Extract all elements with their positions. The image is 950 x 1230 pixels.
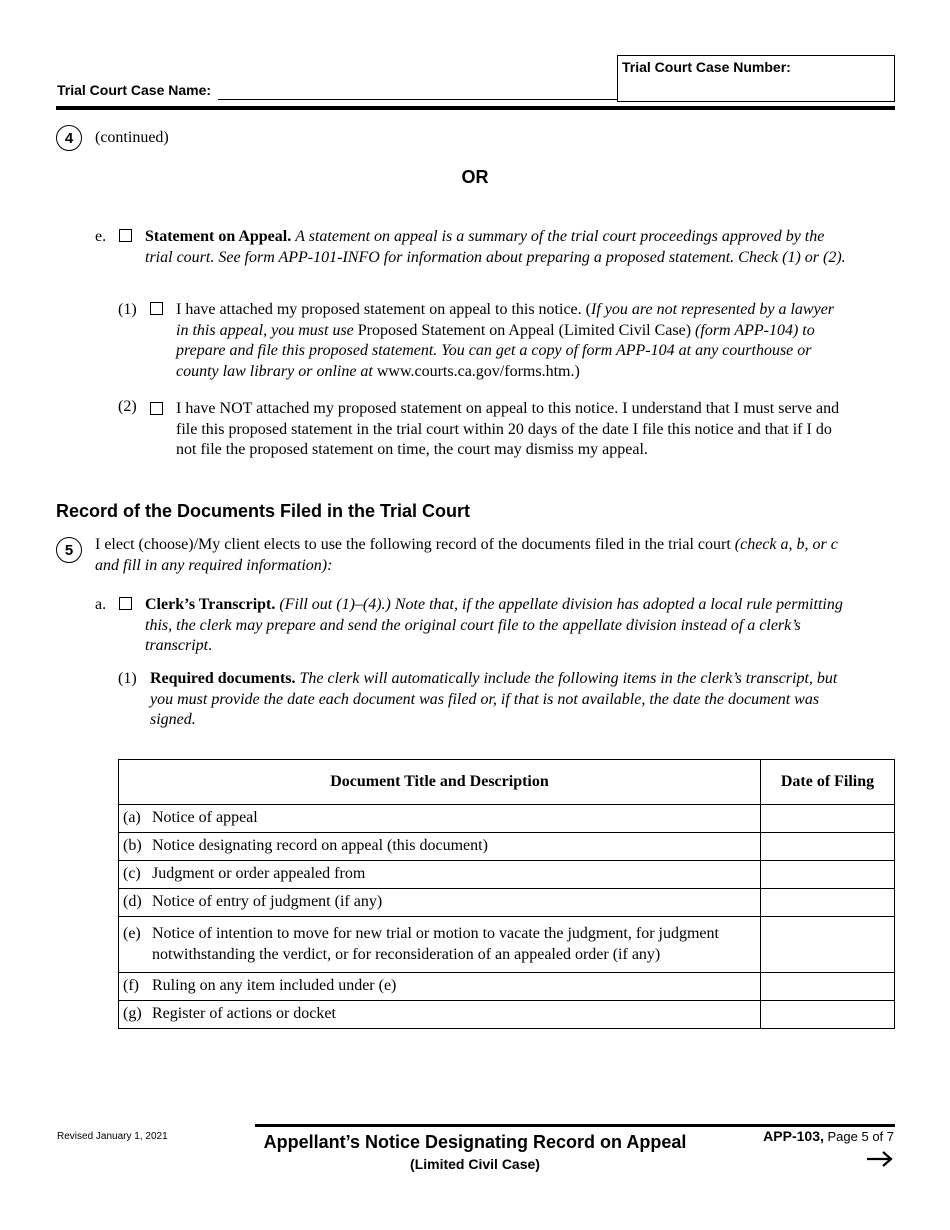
opt1-line2-italic: in this appeal, you must use <box>176 321 354 339</box>
date-of-filing-field[interactable] <box>761 889 895 917</box>
row-label: (g) <box>123 1005 142 1023</box>
option-2-label: (2) <box>118 398 137 415</box>
opt1-line2-plain: Proposed Statement on Appeal (Limited Civil Case) <box>357 321 692 339</box>
item-5-line1-italic: (check a, b, or c <box>734 536 838 553</box>
item-4-number: 4 <box>56 125 82 151</box>
right-arrow-icon <box>866 1150 894 1168</box>
section-title: Record of the Documents Filed in the Trial Court <box>56 501 471 521</box>
row-label: (d) <box>123 893 142 911</box>
item-5-line2: and fill in any required information): <box>95 556 333 574</box>
opt1-line4-italic: county law library or online at <box>176 362 373 380</box>
row-description <box>152 924 719 965</box>
row-description-line1: Notice of intention to move for new trial or motion to vacate the judgment, for judgment <box>152 925 719 942</box>
row-description <box>152 1004 336 1025</box>
item-a-line1: (Fill out (1)–(4).) Note that, if the appellate division has adopted a local rule permitting <box>279 596 843 613</box>
date-of-filing-field[interactable] <box>761 1001 895 1029</box>
item-a-title: Clerk’s Transcript. <box>145 596 276 613</box>
row-description <box>152 836 488 857</box>
footer-title-b: s Notice Designating Record on Appeal <box>349 1132 687 1152</box>
opt1-line3: prepare and file this proposed statement. You can get a copy of form APP-104 at any courthouse or <box>176 342 812 359</box>
table-row <box>119 973 895 1001</box>
option-2-checkbox[interactable] <box>150 402 163 415</box>
row-label: (b) <box>123 837 142 855</box>
date-of-filing-field[interactable] <box>761 917 895 973</box>
item-a-line3: transcript <box>145 637 209 654</box>
row-description-line1: Notice of entry of judgment (if any) <box>152 893 383 911</box>
row-description-line1: Judgment or order appealed from <box>152 865 366 883</box>
row-label: (c) <box>123 865 141 883</box>
document-cell <box>119 861 761 889</box>
item-5-line1: I elect (choose)/My client elects to use the following record of the documents filed in the trial court <box>95 536 731 553</box>
row-description <box>152 808 258 829</box>
date-of-filing-field[interactable] <box>761 833 895 861</box>
row-description-line1: Register of actions or docket <box>152 1005 336 1023</box>
document-cell <box>119 917 761 973</box>
row-description <box>152 976 396 997</box>
required-docs-title: Required documents. <box>150 670 296 687</box>
required-documents-table <box>118 759 895 1029</box>
or-separator: OR <box>461 167 489 187</box>
row-label: (a) <box>123 809 141 827</box>
row-description-line1: Notice of appeal <box>152 809 258 827</box>
item-a-line3-end: . <box>208 637 213 654</box>
option-1-checkbox[interactable] <box>150 302 163 315</box>
row-description-line2: notwithstanding the verdict, or for reconsideration of an appealed order (if any) <box>152 945 661 963</box>
item-5-number: 5 <box>56 537 82 563</box>
opt2-line2: file this proposed statement in the trial court within 20 days of the date I file this notice and that if I do <box>176 420 832 438</box>
footer-title <box>250 1132 700 1153</box>
table-row <box>119 805 895 833</box>
item-4-continued: (continued) <box>95 129 169 146</box>
row-label: (f) <box>123 977 139 995</box>
form-number: APP-103, <box>763 1128 824 1144</box>
document-cell <box>119 889 761 917</box>
date-of-filing-field[interactable] <box>761 973 895 1001</box>
case-number-field[interactable] <box>617 55 895 102</box>
document-cell <box>119 805 761 833</box>
row-description-line1: Notice designating record on appeal (this document) <box>152 837 488 855</box>
item-a-line2: this, the clerk may prepare and send the original court file to the appellate division instead of a clerk’s <box>145 616 801 634</box>
table-row <box>119 889 895 917</box>
table-row <box>119 917 895 973</box>
clerks-transcript-checkbox[interactable] <box>119 597 132 610</box>
row-description-line1: Ruling on any item included under (e) <box>152 977 397 995</box>
footer-divider <box>255 1124 895 1127</box>
table-row <box>119 1001 895 1029</box>
opt1-line1-plain: I have attached my proposed statement on appeal to this notice. ( <box>176 301 591 318</box>
revised-date: Revised January 1, 2021 <box>57 1131 168 1142</box>
document-cell <box>119 973 761 1001</box>
page-number: Page 5 of 7 <box>827 1129 894 1144</box>
item-e-letter: e. <box>95 228 107 245</box>
required-docs-line1: The clerk will automatically include the following items in the clerk’s transcript, but <box>299 670 838 687</box>
table-row <box>119 861 895 889</box>
required-docs-label: (1) <box>118 670 137 687</box>
opt2-line1: I have NOT attached my proposed statement on appeal to this notice. I understand that I must serve and <box>176 400 840 417</box>
footer-title-apos: ’ <box>345 1132 350 1152</box>
row-label: (e) <box>123 925 141 942</box>
col-header-date: Date of Filing <box>761 760 895 805</box>
case-name-field[interactable] <box>218 99 618 100</box>
case-name-label: Trial Court Case Name: <box>57 82 212 98</box>
option-1-label: (1) <box>118 301 137 318</box>
footer-title-a: Appellant <box>263 1132 346 1152</box>
required-docs-line2: you must provide the date each document was filed or, if that is not available, the date the document was <box>150 690 820 708</box>
col-header-title: Document Title and Description <box>119 760 761 805</box>
table-row <box>119 833 895 861</box>
required-docs-line3: signed. <box>150 711 196 728</box>
item-e-title: Statement on Appeal. <box>145 228 292 245</box>
date-of-filing-field[interactable] <box>761 861 895 889</box>
case-number-label: Trial Court Case Number: <box>622 59 791 75</box>
date-of-filing-field[interactable] <box>761 805 895 833</box>
opt1-line1-italic: If you are not represented by a lawyer <box>590 301 835 318</box>
item-a-letter: a. <box>95 596 107 613</box>
opt1-line4-url: www.courts.ca.gov/forms.htm.) <box>376 362 580 380</box>
row-description <box>152 864 365 885</box>
footer-subtitle: (Limited Civil Case) <box>410 1156 540 1172</box>
item-e-text-1: A statement on appeal is a summary of the trial court proceedings approved by the <box>295 228 825 245</box>
row-description <box>152 892 382 913</box>
opt2-line3: not file the proposed statement on time, the court may dismiss my appeal. <box>176 441 648 458</box>
document-cell <box>119 1001 761 1029</box>
document-cell <box>119 833 761 861</box>
statement-on-appeal-checkbox[interactable] <box>119 229 132 242</box>
header-divider <box>56 106 895 110</box>
opt1-line2-italic-b: (form APP-104) to <box>695 321 815 339</box>
item-e-text-2: trial court. See form APP-101-INFO for information about preparing a proposed statement. Check (1) or (2). <box>145 248 846 266</box>
